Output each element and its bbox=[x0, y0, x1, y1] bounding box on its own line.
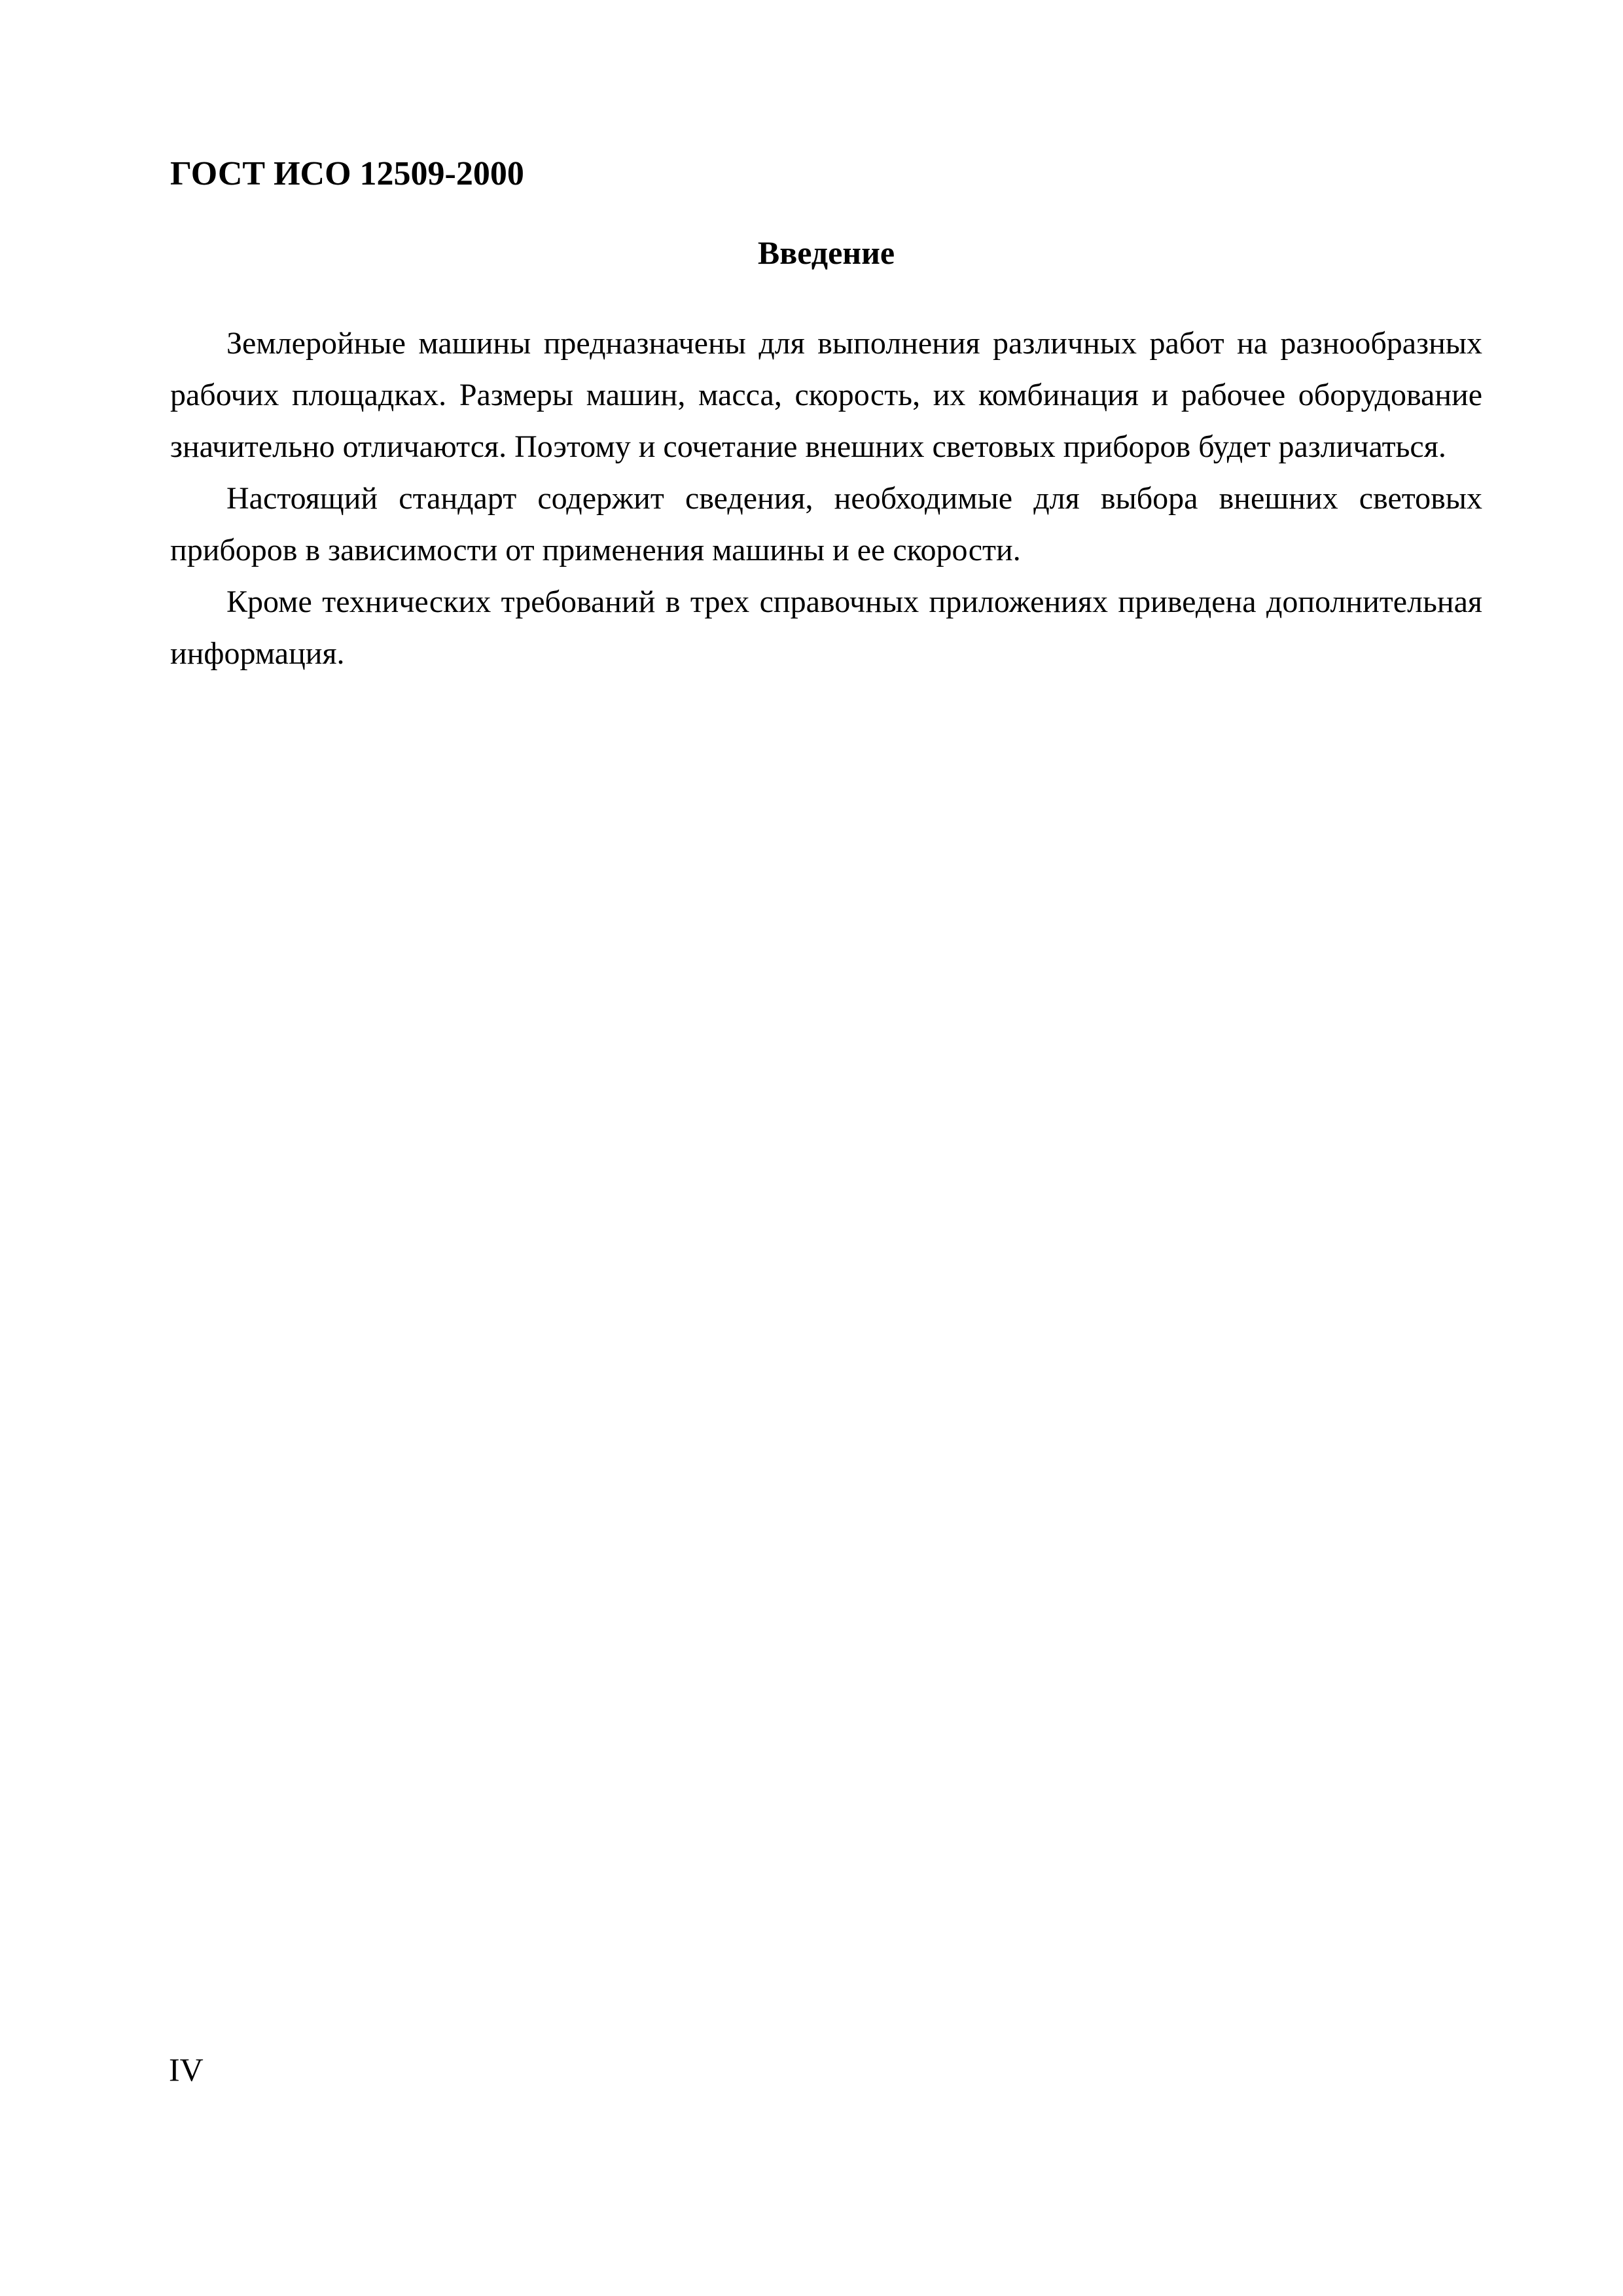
page-number: IV bbox=[169, 2051, 204, 2088]
document-standard-header: ГОСТ ИСО 12509-2000 bbox=[170, 155, 524, 192]
paragraph-annexes-info: Кроме технических требований в трех справочных приложениях приведена дополнительная информация. bbox=[170, 584, 1482, 671]
section-title: Введение bbox=[757, 234, 895, 271]
paragraph-standard-contents: Настоящий стандарт содержит сведения, необходимые для выбора внешних световых приборов в зависимости от применения машины и ее скорости. bbox=[170, 481, 1482, 567]
paragraph-earthmoving-machines: Землеройные машины предназначены для выполнения различных работ на разнообразных рабочих площадках. Размеры машин, масса, скорость, их комбинация и рабочее оборудование значительно отличаются. Поэтому и сочетание внешних световых приборов будет различаться. bbox=[170, 326, 1482, 464]
introduction-body bbox=[170, 317, 1482, 679]
